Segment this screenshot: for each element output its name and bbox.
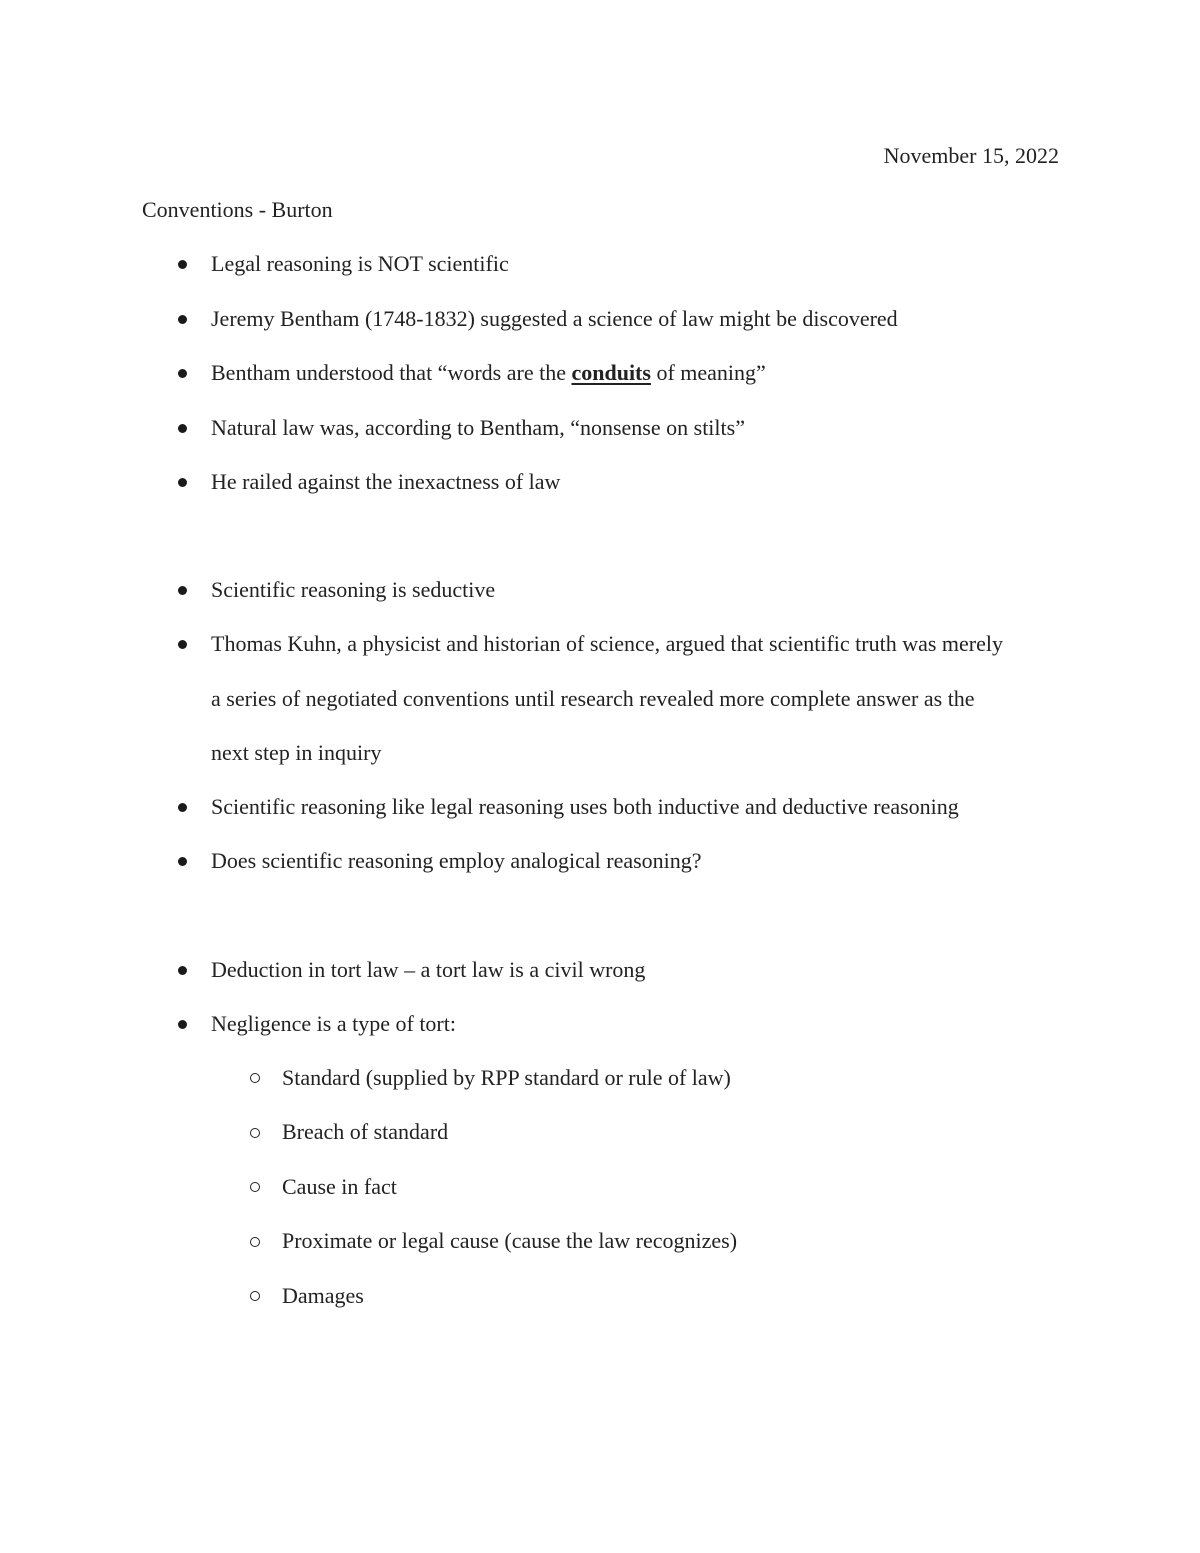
list-item: Deduction in tort law – a tort law is a civil wrong [211, 957, 646, 982]
emphasized-term: conduits [571, 360, 651, 385]
bullet-icon [178, 424, 187, 433]
list-item: Natural law was, according to Bentham, “nonsense on stilts” [211, 415, 745, 440]
bullet-icon [178, 640, 187, 649]
bullet-icon [178, 315, 187, 324]
list-item: He railed against the inexactness of law [211, 469, 561, 494]
list-item-text-post: of meaning” [650, 360, 766, 385]
page-title: Conventions - Burton [142, 197, 333, 222]
bullet-icon [178, 803, 187, 812]
list-item: Legal reasoning is NOT scientific [211, 251, 509, 276]
list-item: Negligence is a type of tort: [211, 1011, 456, 1036]
bullet-icon [178, 857, 187, 866]
bullet-icon [178, 478, 187, 487]
hollow-bullet-icon [250, 1128, 260, 1138]
date-line: November 15, 2022 [883, 143, 1059, 168]
sub-list-item: Breach of standard [282, 1119, 449, 1144]
sub-list-item: Damages [282, 1283, 364, 1308]
hollow-bullet-icon [250, 1073, 260, 1083]
bullet-icon [178, 966, 187, 975]
sub-list-item: Standard (supplied by RPP standard or rule of law) [282, 1065, 731, 1090]
list-item-text-pre: Bentham understood that “words are the [211, 360, 572, 385]
bullet-icon [178, 1020, 187, 1029]
list-item-line: next step in inquiry [211, 740, 382, 765]
list-item: Does scientific reasoning employ analogical reasoning? [211, 848, 702, 873]
bullet-icon [178, 260, 187, 269]
list-item [211, 359, 766, 387]
list-item: Scientific reasoning like legal reasoning uses both inductive and deductive reasoning [211, 794, 959, 819]
bullet-icon [178, 369, 187, 378]
list-item-line: Thomas Kuhn, a physicist and historian of science, argued that scientific truth was merely [211, 631, 1003, 656]
list-item: Scientific reasoning is seductive [211, 577, 496, 602]
sub-list-item: Cause in fact [282, 1174, 397, 1199]
list-item: Jeremy Bentham (1748-1832) suggested a science of law might be discovered [211, 306, 898, 331]
hollow-bullet-icon [250, 1291, 260, 1301]
list-item-line: a series of negotiated conventions until research revealed more complete answer as the [211, 686, 975, 711]
hollow-bullet-icon [250, 1237, 260, 1247]
bullet-icon [178, 586, 187, 595]
sub-list-item: Proximate or legal cause (cause the law recognizes) [282, 1228, 738, 1253]
hollow-bullet-icon [250, 1182, 260, 1192]
